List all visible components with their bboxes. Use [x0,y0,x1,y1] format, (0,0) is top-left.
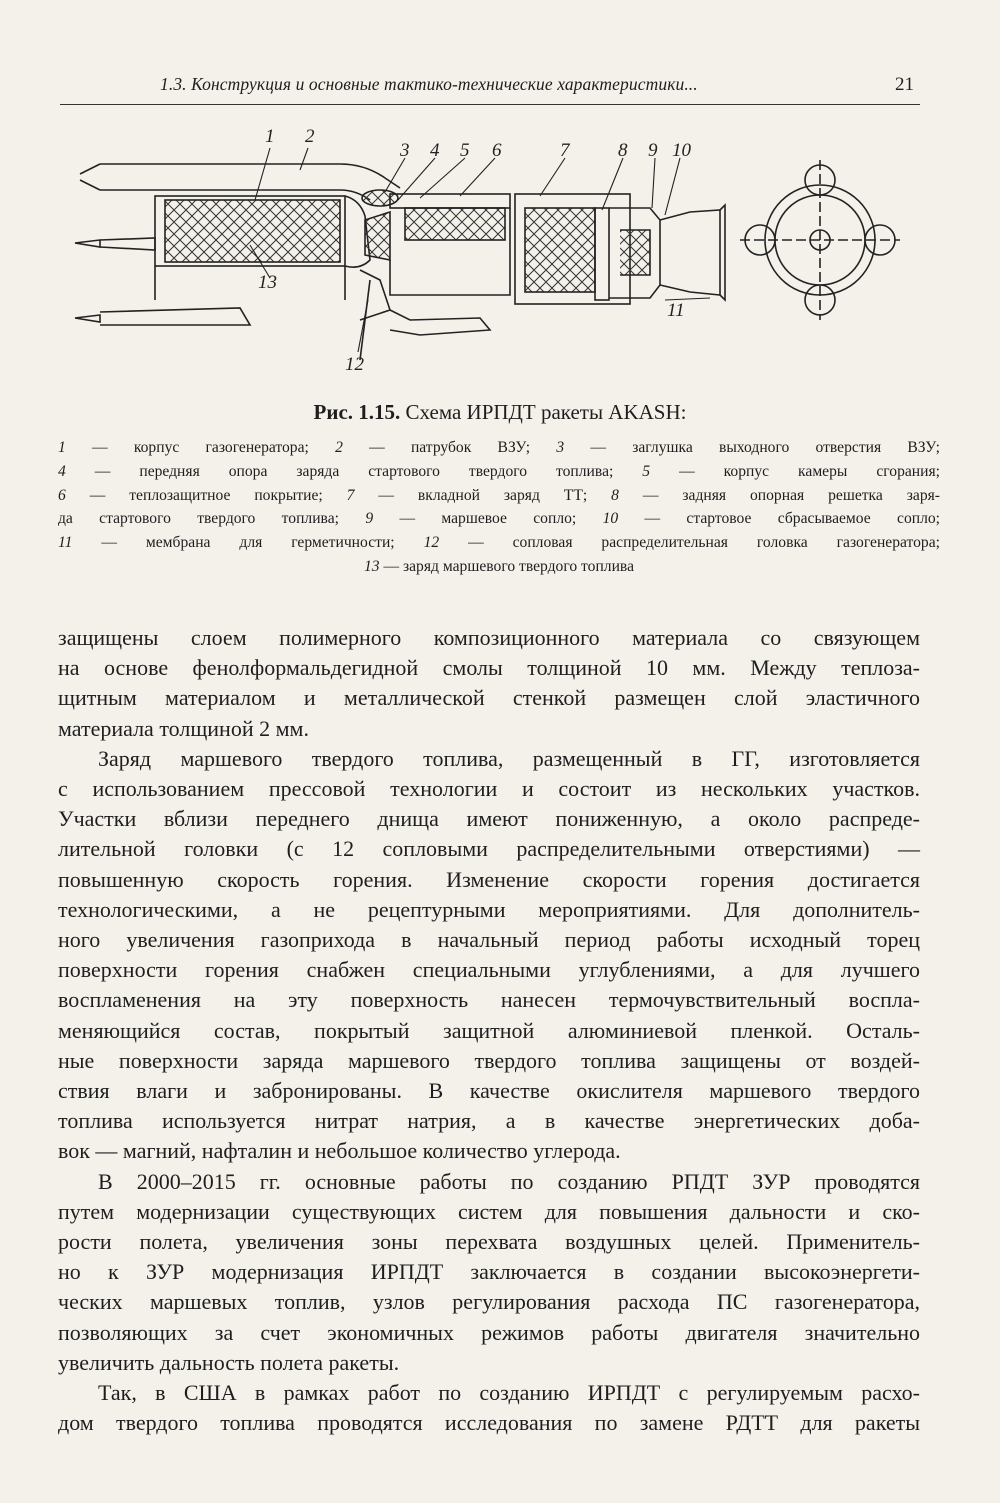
fig-label-10: 10 [672,140,691,161]
text-line: увеличить дальность полета ракеты. [58,1349,400,1375]
legend-number: 9 [365,510,374,528]
legend-number: 11 [58,534,73,552]
text-line: защищены слоем полимерного композиционного материала со связующем [58,625,920,650]
text-line: лительной головки (с 12 сопловыми распределительными отверстиями) — [58,836,920,862]
fig-label-5: 5 [460,140,470,161]
legend-text: — стартовое сбрасываемое сопло; [618,510,941,528]
text-line: меняющийся состав, покрытый защитной алюминиевой пленкой. Осталь- [58,1017,920,1043]
legend-number: 1 [58,439,66,456]
legend-text: — патрубок ВЗУ; [342,439,557,456]
text-line: позволяющих за счет экономичных режимов работы двигателя значительно [58,1319,920,1345]
text-line: ствия влаги и забронированы. В качестве окислителя маршевого твердого [58,1078,920,1104]
legend-text: — передняя опора заряда стартового твердого топлива; [65,462,643,480]
legend-text: — вкладной заряд ТТ; [354,486,612,504]
legend-number: 5 [642,462,651,480]
paragraph-1 [58,623,920,744]
text-line: поверхности горения снабжен специальными углублениями, а для лучшего [58,957,920,983]
legend-line [58,460,940,484]
fig-label-7: 7 [560,140,570,161]
text-line: топлива используется нитрат натрия, а в качестве энергетических доба- [58,1108,920,1134]
fig-label-13: 13 [258,272,277,293]
fig-label-8: 8 [618,140,628,161]
legend-number: 8 [611,486,619,504]
legend-number: 12 [423,534,440,552]
legend-line [58,531,940,555]
text-line: путем модернизации существующих систем для повышения дальности и ско- [58,1198,920,1224]
figure-caption-prefix: Рис. 1.15. [313,400,401,424]
legend-number: 2 [335,439,343,456]
text-line: с использованием прессовой технологии и состоит из нескольких участков. [58,776,920,802]
page-number: 21 [895,74,914,95]
legend-number: 4 [58,462,66,480]
text-line: дом твердого топлива проводятся исследования по замене РДТТ для ракеты [58,1410,920,1436]
legend-text: — заглушка выходного отверстия ВЗУ; [564,439,940,456]
text-line: Участки вблизи переднего днища имеют пониженную, а около распреде- [58,806,920,832]
legend-text: — маршевое сопло; [373,510,603,528]
running-title: 1.3. Конструкция и основные тактико-технические характеристики... [160,74,698,94]
text-line: на основе фенолформальдегидной смолы толщиной 10 мм. Между теплоза- [58,655,920,681]
paragraph-4 [58,1378,920,1438]
text-line: рости полета, увеличения зоны перехвата воздушных целей. Применитель- [58,1229,920,1255]
text-line: воспламенения на эту поверхность нанесен термочувствительный воспла- [58,987,920,1013]
legend-number: 3 [556,439,565,456]
paragraph-3 [58,1167,920,1378]
legend-text: — корпус газогенератора; [65,439,336,456]
fig-label-12: 12 [345,354,364,375]
legend-text: — задняя опорная решетка заря- [618,486,940,504]
text-line: ного увеличения газоприхода в начальный период работы исходный торец [58,927,920,953]
fig-label-11: 11 [667,300,685,321]
figure-caption [60,400,940,425]
legend-number: 10 [602,510,619,528]
text-line: щитным материалом и металлической стенкой размещен слой эластичного [58,685,920,711]
legend-line [58,507,940,531]
fig-label-3: 3 [400,140,410,161]
legend-line [58,436,940,460]
engine-schematic-drawing [60,120,940,390]
header-rule [60,104,920,105]
text-line: Так, в США в рамках работ по созданию ИРПДТ с регулируемым расхо- [98,1380,920,1406]
figure-legend [58,436,940,579]
legend-text: — корпус камеры сгорания; [650,462,940,480]
fig-label-2: 2 [305,126,315,147]
text-line: повышенную скорость горения. Изменение скорости горения достигается [58,866,920,892]
text-line: материала толщиной 2 мм. [58,715,309,741]
fig-label-4: 4 [430,140,440,161]
text-line: но к ЗУР модернизация ИРПДТ заключается в создании высокоэнергети- [58,1259,920,1285]
fig-label-9: 9 [648,140,658,161]
legend-text: да стартового твердого топлива; [58,510,366,528]
legend-number: 6 [58,486,66,504]
engine-schematic-figure [60,120,940,390]
legend-text: — мембрана для герметичности; [72,534,424,552]
legend-text: — теплозащитное покрытие; [65,486,347,504]
legend-line [58,555,940,579]
text-line: ческих маршевых топлив, узлов регулирования расхода ПС газогенератора, [58,1289,920,1315]
body-text [58,623,920,1438]
legend-number: 13 [363,557,380,575]
fig-label-1: 1 [265,126,275,147]
text-line: В 2000–2015 гг. основные работы по созданию РПДТ ЗУР проводятся [98,1168,920,1194]
paragraph-2 [58,744,920,1167]
legend-text: — заряд маршевого твердого топлива [379,557,635,575]
fig-label-6: 6 [492,140,502,161]
text-line: технологическими, а не рецептурными мероприятиями. Для дополнитель- [58,896,920,922]
text-line: ные поверхности заряда маршевого твердого топлива защищены от воздей- [58,1047,920,1073]
text-line: Заряд маршевого твердого топлива, размещенный в ГГ, изготовляется [98,745,920,771]
legend-text: — сопловая распределительная головка газогенератора; [439,534,940,552]
text-line: вок — магний, нафталин и небольшое количество углерода. [58,1138,621,1164]
legend-line [58,484,940,508]
legend-number: 7 [346,486,355,504]
figure-caption-text: Схема ИРПДТ ракеты AKASH: [405,400,687,424]
